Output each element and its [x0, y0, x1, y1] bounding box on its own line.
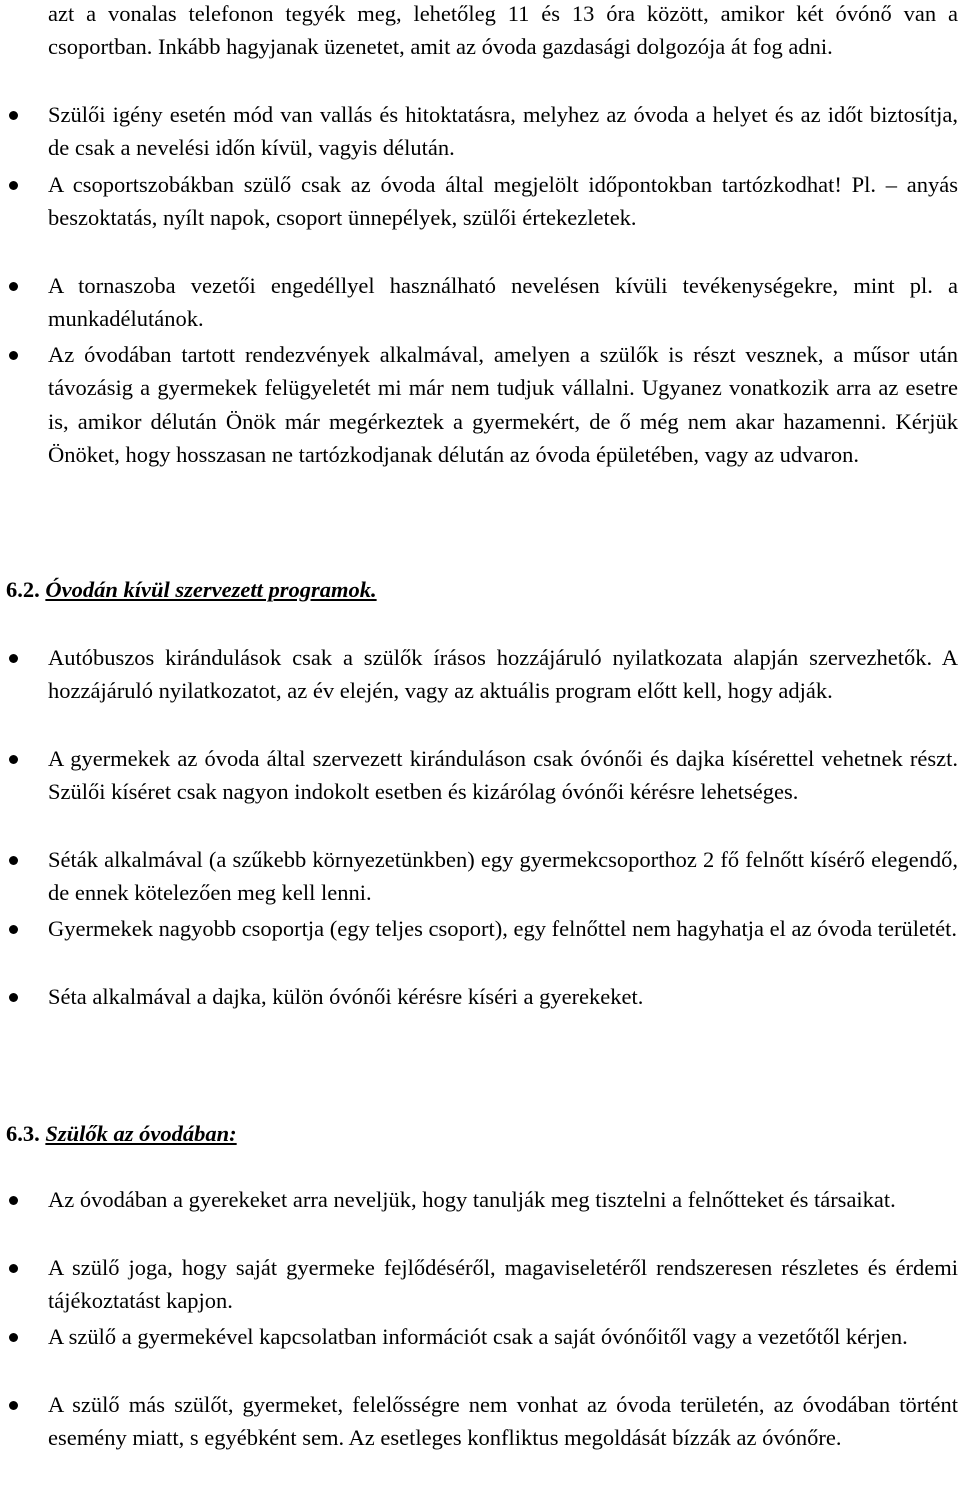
list-item	[0, 912, 958, 945]
section-number: 6.3.	[6, 1121, 40, 1146]
list-item-text: A szülő joga, hogy saját gyermeke fejlődéséről, magaviseletéről rendszeresen részletes és érdemi tájékoztatást kapjon.	[48, 1255, 958, 1314]
bullet-icon	[9, 1333, 18, 1342]
section-title: Szülők az óvodában:	[45, 1121, 237, 1146]
bullet-icon	[9, 111, 18, 120]
list-item	[0, 641, 958, 708]
bullet-icon	[9, 993, 18, 1002]
list-item	[0, 742, 958, 809]
list-item-text: Az óvodában tartott rendezvények alkalmával, amelyen a szülők is részt vesznek, a műsor után távozásig a gyermekek felügyeletét mi már nem tudjuk vállalni. Ugyanez vonatkozik arra az esetre is, amikor délután Önök már megérkeztek a gyermekért, de ő még nem akar hazamenni. Kérjük Önöket, hogy hosszasan ne tartózkodjanak délután az óvoda épületében, vagy az udvaron.	[48, 342, 958, 468]
bullet-icon	[9, 351, 18, 360]
list-item	[0, 269, 958, 336]
list-item	[0, 168, 958, 235]
section-number: 6.2.	[6, 577, 40, 602]
bullet-icon	[9, 654, 18, 663]
list-item-text: Autóbuszos kirándulások csak a szülők írásos hozzájáruló nyilatkozata alapján szervezhetők. A hozzájáruló nyilatkozatot, az év elején, vagy az aktuális program előtt kell, hogy adják.	[48, 645, 958, 704]
list-item-text: Szülői igény esetén mód van vallás és hitoktatásra, melyhez az óvoda a helyet és az időt biztosítja, de csak a nevelési időn kívül, vagyis délután.	[48, 102, 958, 161]
bullet-icon	[9, 1401, 18, 1410]
bullet-icon	[9, 925, 18, 934]
list-item	[0, 1320, 958, 1353]
list-item	[0, 98, 958, 165]
bullet-icon	[9, 1264, 18, 1273]
list-item-text: A szülő más szülőt, gyermeket, felelősségre nem vonhat az óvoda területén, az óvodában történt esemény miatt, s egyébként sem. Az esetleges konfliktus megoldását bízzák az óvónőre.	[48, 1392, 958, 1451]
list-item-text: Séta alkalmával a dajka, külön óvónői kérésre kíséri a gyerekeket.	[48, 984, 644, 1009]
section-title: Óvodán kívül szervezett programok.	[45, 577, 377, 602]
list-item-text: Az óvodában a gyerekeket arra neveljük, hogy tanulják meg tisztelni a felnőtteket és társaikat.	[48, 1187, 896, 1212]
list-item-text: A szülő a gyermekével kapcsolatban információt csak a saját óvónőitől vagy a vezetőtől kérjen.	[48, 1324, 908, 1349]
list-item-text: A tornaszoba vezetői engedéllyel használható nevelésen kívüli tevékenységekre, mint pl. a munkadélutánok.	[48, 273, 958, 332]
section-heading	[6, 1117, 237, 1150]
bullet-icon	[9, 282, 18, 291]
section-heading	[6, 573, 377, 606]
paragraph-text: azt a vonalas telefonon tegyék meg, lehetőleg 11 és 13 óra között, amikor két óvónő van a csoportban. Inkább hagyjanak üzenetet, amit az óvoda gazdasági dolgozója át fog adni.	[48, 1, 958, 60]
list-item	[0, 1251, 958, 1318]
list-item	[0, 1388, 958, 1455]
list-item-text: Gyermekek nagyobb csoportja (egy teljes csoport), egy felnőttel nem hagyhatja el az óvoda területét.	[48, 916, 958, 941]
list-item	[0, 1183, 958, 1216]
list-item	[0, 338, 958, 472]
bullet-icon	[9, 856, 18, 865]
list-item-text: A csoportszobákban szülő csak az óvoda által megjelölt időpontokban tartózkodhat! Pl. – anyás beszoktatás, nyílt napok, csoport ünnepélyek, szülői értekezletek.	[48, 172, 958, 231]
bullet-icon	[9, 1196, 18, 1205]
continuation-paragraph	[0, 0, 958, 64]
bullet-icon	[9, 181, 18, 190]
list-item-text: A gyermekek az óvoda által szervezett kiránduláson csak óvónői és dajka kísérettel vehetnek részt. Szülői kíséret csak nagyon indokolt esetben és kizárólag óvónői kérésre lehetséges.	[48, 746, 958, 805]
list-item	[0, 843, 958, 910]
list-item-text: Séták alkalmával (a szűkebb környezetünkben) egy gyermekcsoporthoz 2 fő felnőtt kísérő elegendő, de ennek kötelezően meg kell lenni.	[48, 847, 958, 906]
list-item	[0, 980, 958, 1013]
bullet-icon	[9, 755, 18, 764]
